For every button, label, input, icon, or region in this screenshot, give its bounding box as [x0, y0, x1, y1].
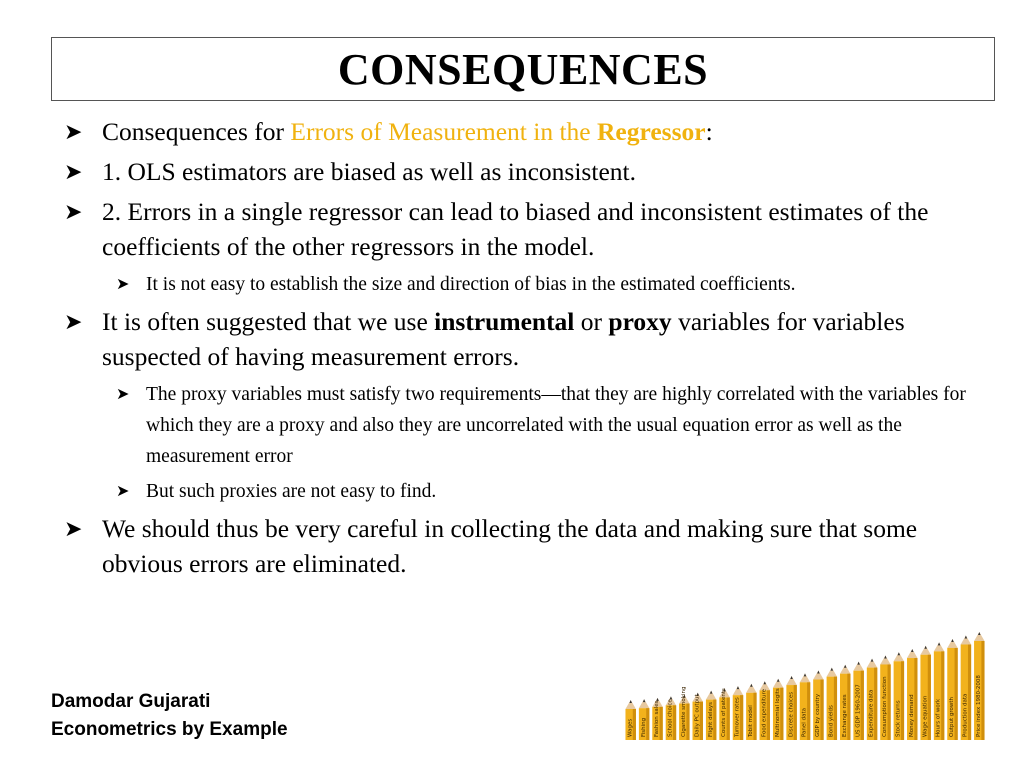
- pencil-label: Output growth: [949, 697, 956, 737]
- pencil-label: Panel data: [801, 708, 808, 737]
- pencil: [746, 684, 756, 740]
- pencil: [786, 676, 796, 740]
- pencil-lead: [629, 700, 632, 703]
- pencil-lead: [951, 639, 954, 642]
- pencil-label: Stock returns: [895, 700, 902, 737]
- pencil-lead: [938, 642, 941, 645]
- bullet-2: ➤ 1. OLS estimators are biased as well as inconsistent.: [62, 154, 992, 189]
- pencil: [934, 642, 944, 740]
- arrow-bullet-icon: ➤: [64, 199, 83, 224]
- pencil-label: Tobit model: [748, 705, 755, 737]
- pencil-lead: [777, 679, 780, 682]
- page-title: CONSEQUENCES: [337, 44, 709, 94]
- sub-bullet-4-1: ➤ The proxy variables must satisfy two requirements—that they are highly correlated with the variables for which they are a proxy and also they are uncorrelated with the usual equation error as well as the measurement error: [62, 379, 992, 472]
- pencil-lead: [965, 636, 968, 639]
- pencil-label: Price index 1980-2008: [975, 675, 982, 737]
- pencil-label: Bond yields: [828, 705, 835, 737]
- arrow-bullet-icon: ➤: [116, 386, 130, 403]
- pencil: [760, 681, 770, 740]
- pencil-label: Daily PC output: [694, 694, 701, 737]
- pencil-label: Wages: [627, 718, 634, 737]
- pencil-label: Food expenditure: [761, 688, 768, 737]
- pencil-label: Fashion sales: [654, 700, 661, 737]
- pencil-label: Production data: [962, 693, 969, 737]
- pencil-lead: [643, 699, 646, 702]
- pencil: [666, 696, 676, 740]
- pencils-image: [624, 624, 986, 742]
- bullet-1: ➤ Consequences for Errors of Measurement in the Regressor:: [62, 114, 992, 149]
- pencil-label: School choice: [667, 699, 674, 737]
- pencil-label: Counts of patents: [721, 688, 728, 737]
- pencil-lead: [844, 665, 847, 668]
- pencil: [947, 639, 957, 740]
- pencil: [813, 671, 823, 740]
- pencil: [961, 636, 971, 740]
- title-box: [51, 37, 995, 101]
- pencil-label: Multinomial logits: [774, 688, 781, 737]
- pencil: [625, 700, 635, 740]
- pencil-lead: [750, 684, 753, 687]
- pencil-lead: [911, 649, 914, 652]
- bullet-3: ➤ 2. Errors in a single regressor can lead to biased and inconsistent estimates of the coefficients of the other regressors in the model.: [62, 194, 992, 264]
- pencil: [827, 668, 837, 740]
- pencil: [894, 652, 904, 740]
- pencil: [800, 673, 810, 740]
- pencil: [719, 688, 729, 740]
- pencil-lead: [710, 691, 713, 694]
- pencil-lead: [831, 668, 834, 671]
- pencil-lead: [871, 659, 874, 662]
- pencil: [974, 632, 984, 740]
- slide-content: [62, 114, 992, 586]
- pencil-label: Cigarette smoking: [680, 686, 687, 737]
- sub-bullet-4-2: ➤ But such proxies are not easy to find.: [62, 476, 992, 507]
- pencil-label: Consumption function: [882, 676, 889, 737]
- arrow-bullet-icon: ➤: [64, 516, 83, 541]
- pencil-label: Money demand: [908, 694, 915, 737]
- arrow-bullet-icon: ➤: [64, 309, 83, 334]
- arrow-bullet-icon: ➤: [64, 119, 83, 144]
- pencil-lead: [817, 671, 820, 674]
- pencil: [907, 649, 917, 740]
- arrow-bullet-icon: ➤: [64, 159, 83, 184]
- bullet-4: ➤ It is often suggested that we use instrumental or proxy variables for variables suspected of having measurement errors.: [62, 304, 992, 374]
- pencil: [639, 699, 649, 740]
- pencil-lead: [790, 676, 793, 679]
- pencils-graphic: [624, 624, 986, 742]
- pencil: [880, 655, 890, 740]
- footer-author: Damodar Gujarati: [51, 691, 211, 712]
- pencil: [693, 693, 703, 740]
- pencil: [733, 686, 743, 740]
- pencil-label: Wage equation: [922, 695, 929, 737]
- arrow-bullet-icon: ➤: [116, 276, 130, 293]
- pencil-label: Exchange rates: [841, 694, 848, 737]
- pencil-lead: [884, 655, 887, 658]
- sub-bullet-3-1: ➤ It is not easy to establish the size and direction of bias in the estimated coefficients.: [62, 269, 992, 300]
- pencil-label: Expenditure data: [868, 689, 875, 737]
- pencil: [867, 659, 877, 740]
- pencil-lead: [737, 686, 740, 689]
- pencil: [652, 698, 662, 740]
- pencil-label: Hours of work: [935, 698, 942, 737]
- pencil-lead: [898, 652, 901, 655]
- pencil-label: Discrete choices: [788, 691, 795, 737]
- bullet-5: ➤ We should thus be very careful in collecting the data and making sure that some obvious errors are eliminated.: [62, 511, 992, 581]
- pencil-lead: [764, 681, 767, 684]
- pencil-lead: [857, 662, 860, 665]
- pencil: [679, 687, 689, 740]
- pencil-label: Turnover rates: [734, 697, 741, 737]
- pencil-lead: [924, 646, 927, 649]
- pencil-lead: [804, 673, 807, 676]
- pencil: [706, 691, 716, 740]
- pencil-label: Fishing: [640, 717, 647, 737]
- pencil-label: Flight delays: [707, 702, 714, 737]
- pencil-lead: [670, 696, 673, 699]
- pencil: [853, 662, 863, 740]
- pencil: [840, 665, 850, 740]
- pencil: [920, 646, 930, 740]
- pencil-label: GDP by country: [815, 693, 822, 737]
- pencil-lead: [656, 698, 659, 701]
- footer-credit: [51, 688, 288, 744]
- pencil: [773, 679, 783, 740]
- footer-book: Econometrics by Example: [51, 719, 288, 740]
- arrow-bullet-icon: ➤: [116, 483, 130, 500]
- pencil-label: US GDP 1960-2007: [855, 684, 862, 737]
- pencil-lead: [978, 632, 981, 635]
